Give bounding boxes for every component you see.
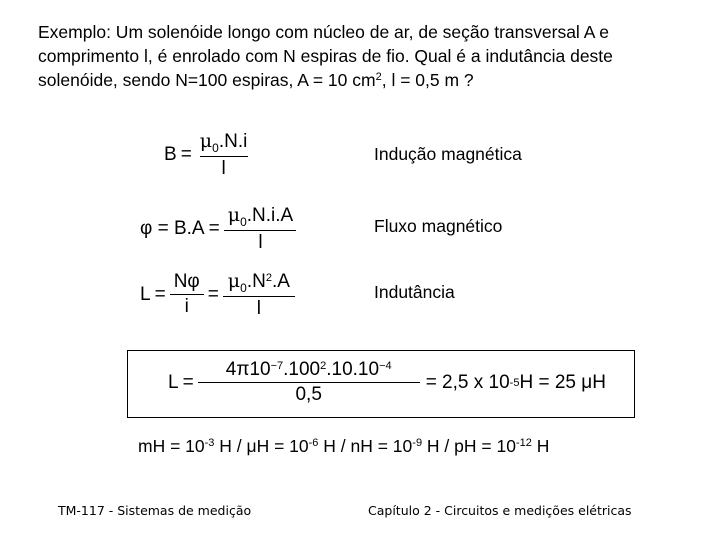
fraction — [196, 130, 252, 180]
equals-sign-2: = — [207, 283, 219, 305]
unit-prefixes — [138, 436, 549, 457]
unit-uh-exp: -6 — [308, 437, 319, 449]
calc-result-unit: H = 25 μH — [519, 371, 606, 393]
unit-nh-exp: -9 — [412, 437, 423, 449]
calc-num-b: .100 — [283, 359, 321, 380]
calc-fraction — [198, 359, 420, 406]
mu-subscript: 0 — [240, 214, 247, 229]
numerator-text: .N.i — [218, 131, 248, 152]
numerator-text: .N.i.A — [246, 205, 294, 226]
formula-lhs: φ = B.A — [140, 217, 205, 239]
unit-mh: mH = 10 — [138, 436, 205, 456]
calculation-box — [127, 350, 635, 418]
formula-inductance — [140, 270, 295, 320]
calc-numerator — [222, 359, 396, 382]
fraction-denominator: l — [224, 230, 296, 254]
unit-end: H — [531, 436, 550, 456]
equals-sign: = — [154, 283, 166, 305]
fraction-inductance — [223, 270, 295, 320]
mu-subscript: 0 — [212, 140, 219, 155]
mu-symbol: μ — [227, 270, 241, 292]
mu-subscript: 0 — [240, 280, 247, 295]
equals-sign: = — [182, 371, 194, 393]
calc-exp-1: −7 — [270, 360, 284, 372]
unit-mh-exp: -3 — [204, 437, 215, 449]
formula-magnetic-induction — [164, 130, 251, 180]
calc-exp-2: 2 — [320, 360, 327, 372]
fraction-numerator — [224, 204, 298, 230]
mu-symbol: μ — [199, 130, 213, 152]
calc-denominator: 0,5 — [198, 382, 420, 406]
fraction-denominator: i — [170, 294, 204, 318]
calc-exp-3: −4 — [379, 360, 392, 372]
turns-exponent: 2 — [265, 272, 272, 284]
calc-num-a: 4π10 — [225, 359, 271, 380]
problem-statement — [38, 20, 688, 92]
equals-sign: = — [180, 143, 192, 165]
fraction-denominator: l — [200, 156, 248, 180]
unit-uh: H / μH = 10 — [214, 436, 309, 456]
numerator-text: .N — [246, 271, 266, 292]
fraction-numerator — [196, 130, 252, 156]
unit-ph-exp: -12 — [515, 437, 532, 449]
formula-lhs: B — [164, 143, 177, 165]
footer-course: TM-117 - Sistemas de medição — [58, 503, 252, 518]
formula-lhs: L — [140, 283, 151, 305]
label-magnetic-flux: Fluxo magnético — [374, 216, 503, 236]
footer-chapter: Capítulo 2 - Circuitos e medições elétricas — [368, 503, 632, 518]
problem-text-end: , l = 0,5 m ? — [381, 70, 474, 90]
fraction-flux-over-current — [170, 271, 204, 318]
fraction-denominator: l — [223, 296, 295, 320]
fraction-numerator: Nφ — [173, 271, 200, 293]
fraction-numerator — [224, 270, 294, 296]
area-exponent: 2 — [375, 71, 382, 83]
calc-lhs: L — [168, 371, 179, 393]
label-inductance: Indutância — [374, 282, 455, 302]
unit-ph: H / pH = 10 — [422, 436, 516, 456]
fraction — [224, 204, 298, 254]
label-magnetic-induction: Indução magnética — [374, 144, 522, 164]
problem-text: Exemplo: Um solenóide longo com núcleo de ar, de seção transversal A e comprimento l, é enrolado com N espiras de fio. Qual é a indutância deste solenóide, sendo N=100 espiras, A = 10 cm — [38, 22, 613, 90]
unit-nh: H / nH = 10 — [318, 436, 413, 456]
calc-num-c: .10.10 — [326, 359, 380, 380]
mu-symbol: μ — [227, 204, 241, 226]
equals-sign: = — [208, 217, 220, 239]
calculation-equation: L = $\frac{4\pi 10^{-7}.100^2.10.10^{-4}}{0,5}$ = 2,5 x 10 -5 H = 25 μH — [168, 359, 606, 405]
formula-magnetic-flux — [140, 204, 297, 254]
calc-result: = 2,5 x 10 — [425, 371, 510, 393]
numerator-text-end: .A — [271, 271, 290, 292]
